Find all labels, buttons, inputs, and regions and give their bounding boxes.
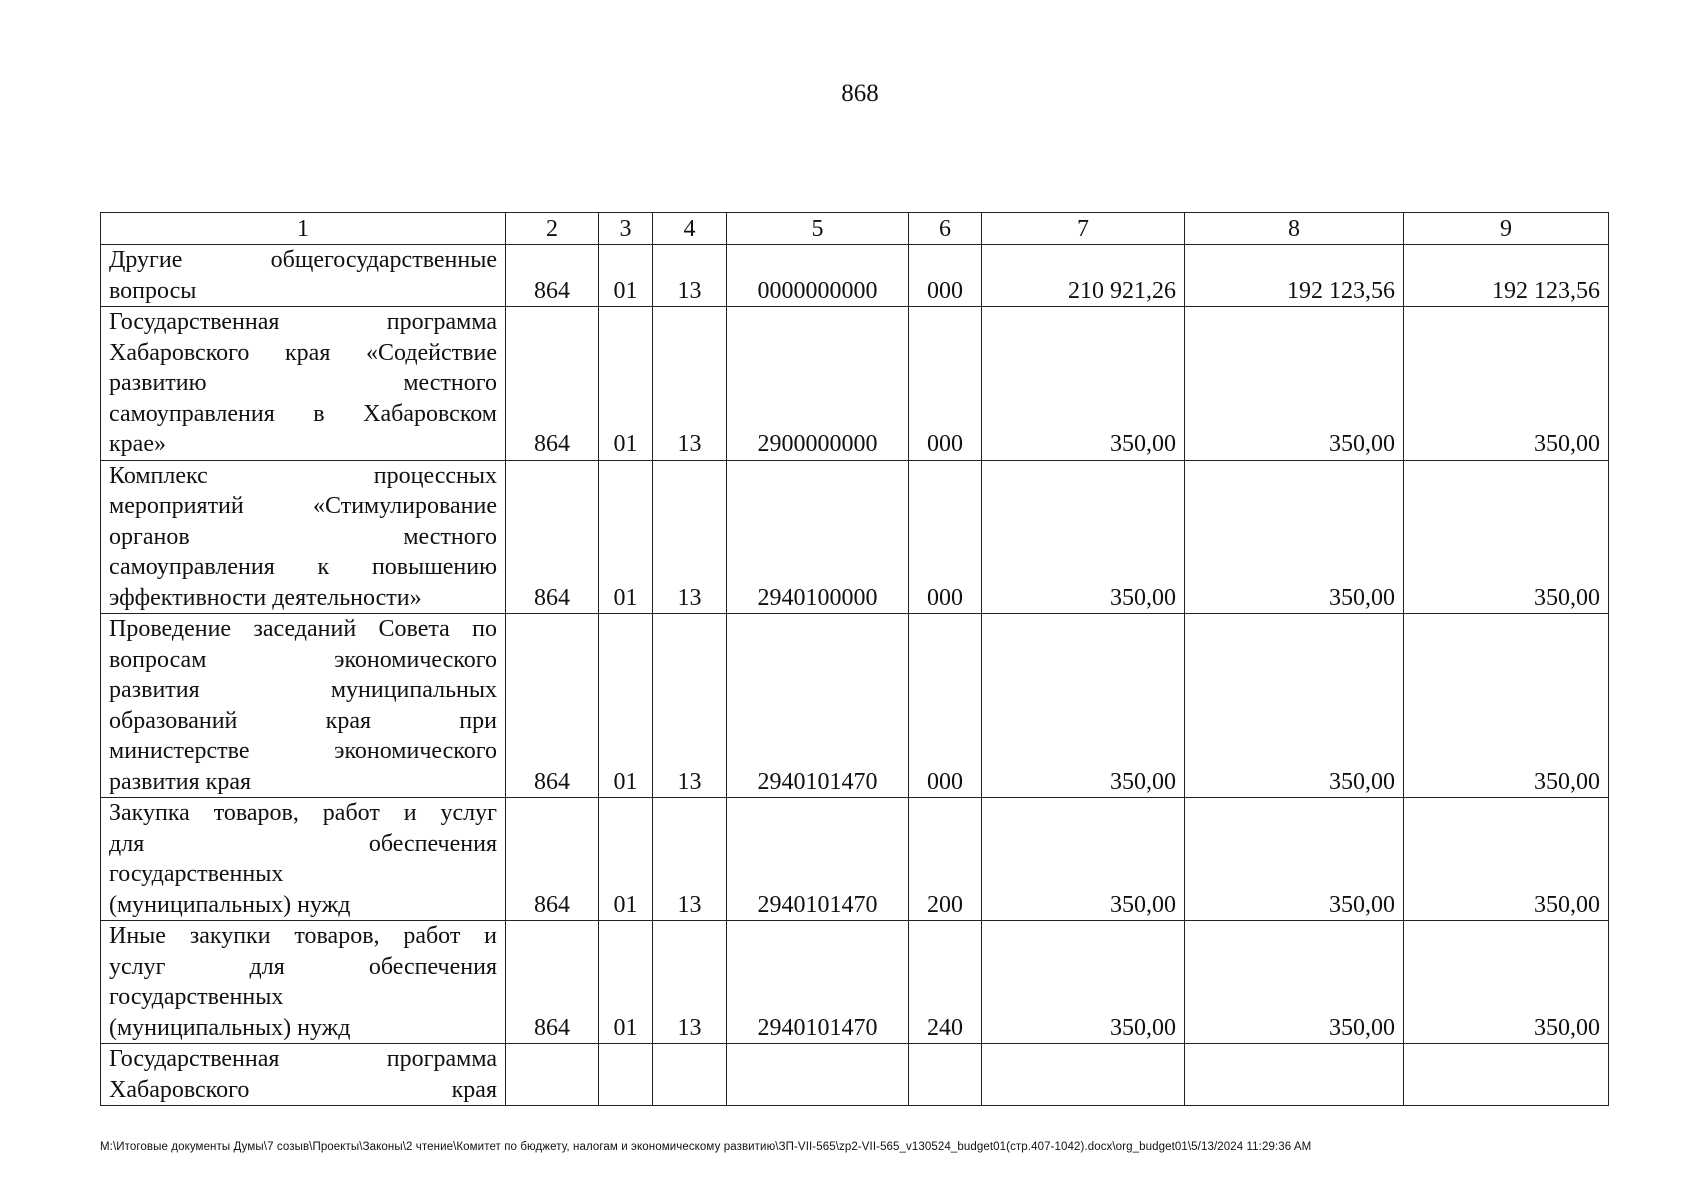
row-name-line: министерстве экономического — [109, 738, 497, 764]
amount-cell: 350,00 — [1404, 460, 1609, 614]
page-number: 868 — [841, 80, 879, 107]
expense-type-cell: 000 — [909, 460, 982, 614]
target-article-cell: 2940101470 — [727, 798, 909, 921]
row-name-line: вопросы — [109, 277, 197, 304]
column-number: 9 — [1404, 213, 1609, 245]
amount-cell: 210 921,26 — [982, 245, 1185, 307]
row-name-cell — [101, 245, 506, 307]
section-cell — [599, 1044, 653, 1106]
row-name-line: для обеспечения — [109, 830, 497, 857]
target-article-cell: 2940101470 — [727, 614, 909, 798]
row-name-cell — [101, 1044, 506, 1106]
row-name-line: развитию местного — [109, 370, 497, 396]
amount-cell: 350,00 — [982, 798, 1185, 921]
row-name-line: Другие общегосударственные — [109, 247, 497, 273]
code-cell — [506, 1044, 599, 1106]
amount-cell: 350,00 — [982, 614, 1185, 798]
row-name-line: (муниципальных) нужд — [109, 891, 351, 918]
subsection-cell: 13 — [653, 307, 727, 461]
table-row — [101, 614, 1609, 798]
amount-cell — [982, 1044, 1185, 1106]
target-article-cell — [727, 1044, 909, 1106]
column-number: 5 — [727, 213, 909, 245]
amount-cell — [1185, 1044, 1404, 1106]
table-row — [101, 245, 1609, 307]
file-path-footer: M:\Итоговые документы Думы\7 созыв\Проекты\Законы\2 чтение\Комитет по бюджету, налогам и экономическому развитию\ЗП-VII-565\zp2-VII-565_v130524_budget01(стр.407-1042).docx\org_budget01\5/13/2024 11:29:36 AM — [100, 1141, 1312, 1153]
row-name-line: образований края при — [109, 707, 497, 734]
amount-cell: 192 123,56 — [1185, 245, 1404, 307]
row-name-line: Государственная программа — [109, 309, 497, 335]
amount-cell: 350,00 — [1185, 921, 1404, 1044]
row-name-line: государственных — [109, 861, 284, 887]
code-cell: 864 — [506, 921, 599, 1044]
section-cell: 01 — [599, 921, 653, 1044]
table-row — [101, 798, 1609, 921]
amount-cell: 350,00 — [1404, 921, 1609, 1044]
row-name-line: развития края — [109, 768, 252, 795]
table-row — [101, 1044, 1609, 1106]
row-name-line: услуг для обеспечения — [109, 953, 497, 980]
table-row — [101, 921, 1609, 1044]
amount-cell: 350,00 — [1404, 307, 1609, 461]
table-row — [101, 307, 1609, 461]
amount-cell: 350,00 — [1404, 614, 1609, 798]
row-name-line: эффективности деятельности» — [109, 584, 422, 611]
column-number: 6 — [909, 213, 982, 245]
column-number: 3 — [599, 213, 653, 245]
row-name-line: самоуправления в Хабаровском — [109, 400, 497, 427]
row-name-cell — [101, 614, 506, 798]
subsection-cell: 13 — [653, 245, 727, 307]
row-name-line: государственных — [109, 984, 284, 1010]
column-number: 7 — [982, 213, 1185, 245]
amount-cell: 350,00 — [982, 921, 1185, 1044]
section-cell: 01 — [599, 614, 653, 798]
table-row — [101, 460, 1609, 614]
subsection-cell — [653, 1044, 727, 1106]
expense-type-cell: 200 — [909, 798, 982, 921]
code-cell: 864 — [506, 245, 599, 307]
amount-cell: 350,00 — [1185, 614, 1404, 798]
target-article-cell: 0000000000 — [727, 245, 909, 307]
expense-type-cell: 240 — [909, 921, 982, 1044]
amount-cell: 192 123,56 — [1404, 245, 1609, 307]
code-cell: 864 — [506, 307, 599, 461]
row-name-line: мероприятий «Стимулирование — [109, 493, 497, 519]
budget-table — [100, 212, 1609, 1106]
amount-cell — [1404, 1044, 1609, 1106]
section-cell: 01 — [599, 245, 653, 307]
row-name-line: Иные закупки товаров, работ и — [109, 923, 497, 949]
table-body — [101, 245, 1609, 1106]
column-number-row — [101, 213, 1609, 245]
code-cell: 864 — [506, 614, 599, 798]
amount-cell: 350,00 — [1185, 307, 1404, 461]
subsection-cell: 13 — [653, 614, 727, 798]
row-name-line: органов местного — [109, 523, 497, 550]
section-cell: 01 — [599, 307, 653, 461]
target-article-cell: 2940101470 — [727, 921, 909, 1044]
amount-cell: 350,00 — [1185, 798, 1404, 921]
row-name-line: крае» — [109, 431, 166, 457]
section-cell: 01 — [599, 798, 653, 921]
column-number: 2 — [506, 213, 599, 245]
row-name-line: Закупка товаров, работ и услуг — [109, 800, 497, 826]
amount-cell: 350,00 — [982, 460, 1185, 614]
code-cell: 864 — [506, 798, 599, 921]
row-name-line: (муниципальных) нужд — [109, 1014, 351, 1041]
row-name-line: Проведение заседаний Совета по — [109, 616, 497, 642]
subsection-cell: 13 — [653, 798, 727, 921]
code-cell: 864 — [506, 460, 599, 614]
row-name-line: развития муниципальных — [109, 677, 497, 703]
row-name-cell — [101, 921, 506, 1044]
amount-cell: 350,00 — [1185, 460, 1404, 614]
row-name-line: вопросам экономического — [109, 646, 497, 673]
column-number: 1 — [101, 213, 506, 245]
row-name-cell — [101, 798, 506, 921]
subsection-cell: 13 — [653, 921, 727, 1044]
column-number: 8 — [1185, 213, 1404, 245]
expense-type-cell — [909, 1044, 982, 1106]
row-name-line: Хабаровского края — [109, 1076, 497, 1103]
row-name-line: самоуправления к повышению — [109, 554, 497, 580]
expense-type-cell: 000 — [909, 245, 982, 307]
column-number: 4 — [653, 213, 727, 245]
subsection-cell: 13 — [653, 460, 727, 614]
target-article-cell: 2940100000 — [727, 460, 909, 614]
amount-cell: 350,00 — [1404, 798, 1609, 921]
amount-cell: 350,00 — [982, 307, 1185, 461]
row-name-line: Государственная программа — [109, 1046, 497, 1072]
row-name-line: Хабаровского края «Содействие — [109, 339, 497, 366]
section-cell: 01 — [599, 460, 653, 614]
expense-type-cell: 000 — [909, 307, 982, 461]
expense-type-cell: 000 — [909, 614, 982, 798]
row-name-cell — [101, 460, 506, 614]
row-name-cell — [101, 307, 506, 461]
target-article-cell: 2900000000 — [727, 307, 909, 461]
row-name-line: Комплекс процессных — [109, 462, 497, 489]
